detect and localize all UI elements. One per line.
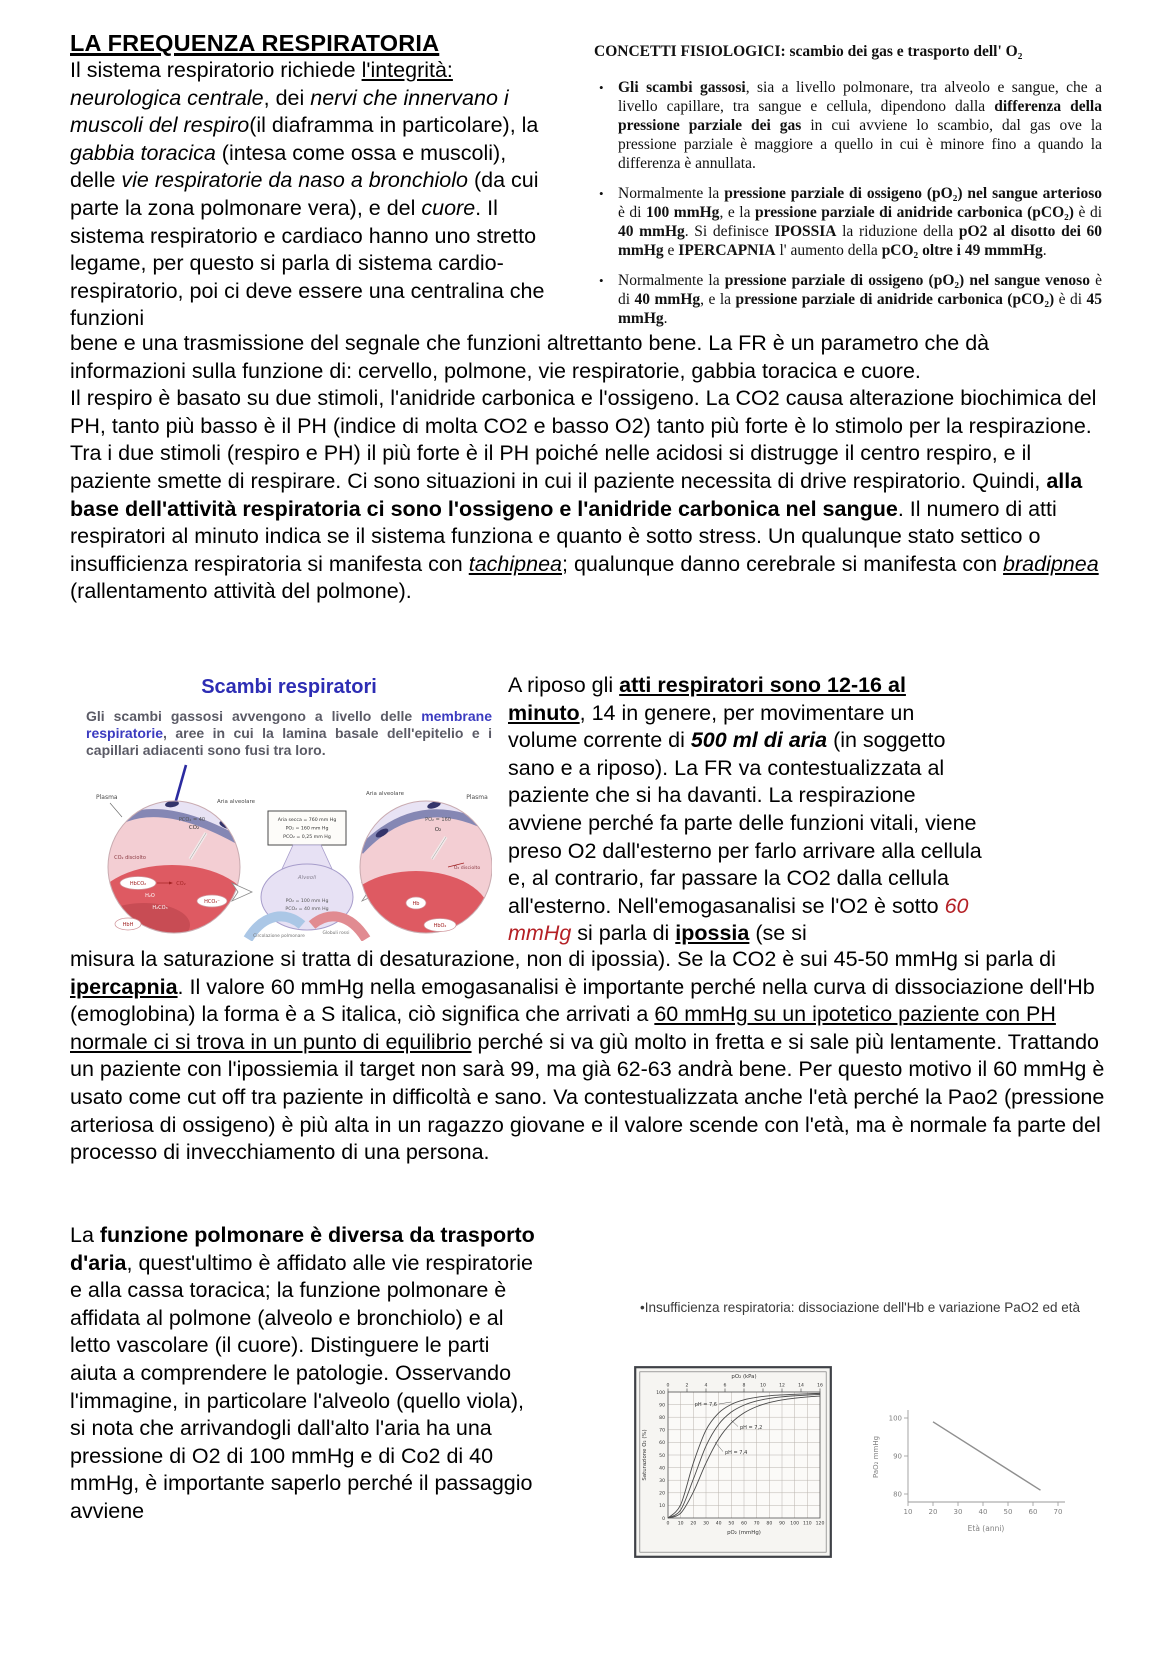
h2co3-label: H₂CO₃ [152, 905, 168, 911]
svg-text:2: 2 [685, 1383, 689, 1389]
main-paragraphs [70, 330, 1110, 606]
svg-text:pH = 7,2: pH = 7,2 [740, 1425, 763, 1431]
svg-text:16: 16 [817, 1383, 823, 1389]
svg-text:100: 100 [790, 1521, 800, 1527]
svg-text:30: 30 [953, 1508, 963, 1516]
concetti-heading: CONCETTI FISIOLOGICI: scambio dei gas e trasporto dell' O₂ [594, 43, 1023, 60]
co2-membrane-label: CO₂ [188, 825, 200, 831]
svg-text:60: 60 [741, 1521, 747, 1527]
mid-right-paragraph: A riposo gli atti respiratori sono 12-16 al minuto, 14 in genere, per movimentare un volume corrente di 500 ml di aria (in soggetto sano e a riposo). La FR va contestualizzata al paziente che si ha davanti. La respirazione avviene perché fa parte delle funzioni vitali, viene preso O2 dall'esterno per farlo arrivare alla cellula e, al contrario, far passare la CO2 dalla cellula all'esterno. Nell'emogasanalisi se l'O2 è sotto 60 mmHg si parla di ipossia (se si [508, 673, 982, 946]
svg-text:60: 60 [659, 1441, 665, 1447]
infobox-line-2: PO₂ = 160 mm Hg [285, 826, 329, 832]
o2-disciolto-label: O₂ disciolto [453, 866, 481, 871]
svg-text:90: 90 [779, 1521, 785, 1527]
svg-text:PaO₂ mmHg: PaO₂ mmHg [872, 1435, 880, 1479]
svg-text:10: 10 [677, 1521, 684, 1527]
svg-text:60: 60 [1028, 1508, 1038, 1516]
svg-text:pO₂ (mmHg): pO₂ (mmHg) [727, 1530, 761, 1536]
bullet-icon: • [599, 80, 604, 95]
svg-text:70: 70 [659, 1428, 665, 1434]
pco2-40-label: PCO₂ = 40 [178, 817, 206, 823]
paragraph-respiro: Il respiro è basato su due stimoli, l'anidride carbonica e l'ossigeno. La CO2 causa alterazione biochimica del PH, tanto più basso è il PH (indice di molta CO2 e basso O2) tanto più forte è lo stimolo per la respirazione. Tra i due stimoli (respiro e PH) il più forte è il PH poiché nelle acidosi si distrugge il centro respiro, e il paziente smette di respirare. Ci sono situazioni in cui il paziente necessita di drive respiratorio. Quindi, alla base dell'attività respiratoria ci sono l'ossigeno e l'anidride carbonica nel sangue. Il numero di atti respiratori al minuto indica se il sistema funziona e quanto è sotto stress. Un qualunque stato settico o insufficienza respiratoria si manifesta con tachipnea; qualunque danno cerebrale si manifesta con bradipnea (rallentamento attività del polmone). [70, 386, 1099, 604]
hbh-label: HbH [122, 922, 134, 928]
scambi-figure [86, 676, 492, 941]
pco2-40c-label: PCO₂ = 40 mm Hg [285, 907, 329, 912]
aria-alveolare-left-label: Aria alveolare [217, 799, 255, 805]
alveoli-label: Alveoli [297, 875, 317, 881]
hbco2-label: HbCO₂ [129, 881, 147, 887]
svg-text:40: 40 [978, 1508, 988, 1516]
svg-text:20: 20 [690, 1521, 697, 1527]
paragraph-fr: bene e una trasmissione del segnale che funzioni altrettanto bene. La FR è un parametro che dà informazioni sulla funzione di: cervello, polmone, vie respiratorie, gabbia toracica e cuore. [70, 331, 990, 383]
capillary-cell-right [342, 771, 492, 941]
co2-small-label: CO₂ [176, 881, 186, 887]
svg-text:80: 80 [659, 1416, 665, 1421]
svg-text:40: 40 [715, 1521, 722, 1527]
scambi-figure-caption: Gli scambi gassosi avvengono a livello delle membrane respiratorie, aree in cui la lamina basale dell'epitelio e i capillari adiacenti sono fusi tra loro. [86, 708, 492, 758]
alveolus-center [232, 811, 382, 939]
svg-text:70: 70 [753, 1521, 760, 1527]
svg-text:30: 30 [659, 1479, 665, 1484]
concetti-bullet-2-text: Normalmente la pressione parziale di ossigeno (pO₂) nel sangue arterioso è di 100 mmHg, e la pressione parziale di anidride carbonica (pCO₂) è di 40 mmHg. Si definisce IPOSSIA la riduzione della pO2 al disotto dei 60 mmHg e IPERCAPNIA l' aumento della pCO₂ oltre i 49 mmmHg. [618, 185, 1103, 259]
svg-text:0: 0 [666, 1521, 670, 1527]
concetti-bullet-1-text: Gli scambi gassosi, sia a livello polmonare, tra alveolo e sangue, che a livello capillare, tra sangue e cellula, dipendono dalla differenza della pressione parziale dei gas in cui avviene lo scambio, dal gas ove la pressione parziale è maggiore a quello in cui è minore fino a quando la differenza è annullata. [618, 79, 1102, 172]
capillary-cell-left [92, 771, 256, 941]
concetti-bullet-1 [594, 78, 1102, 173]
svg-text:0: 0 [666, 1383, 670, 1389]
plasma-right-label: Plasma [466, 794, 488, 801]
concetti-box [594, 42, 1102, 328]
o2-membrane-label: O₂ [434, 827, 442, 833]
infobox-line-1: Aria secca = 760 mm Hg [277, 818, 337, 823]
svg-text:100: 100 [656, 1390, 665, 1396]
svg-text:70: 70 [1053, 1508, 1063, 1516]
svg-text:50: 50 [1003, 1508, 1013, 1516]
svg-text:10: 10 [659, 1504, 665, 1510]
svg-text:12: 12 [779, 1383, 785, 1389]
scambi-figure-title: Scambi respiratori [201, 676, 377, 698]
svg-text:90: 90 [893, 1452, 902, 1461]
alveoli-diagram [86, 763, 492, 941]
svg-text:110: 110 [802, 1521, 812, 1527]
svg-text:10: 10 [760, 1383, 766, 1389]
svg-text:50: 50 [728, 1521, 735, 1527]
hco3-label: HCO₃⁻ [204, 899, 220, 905]
svg-text:80: 80 [893, 1490, 902, 1499]
h2o-label: H₂O [145, 893, 155, 899]
figures-caption: •Insufficienza respiratoria: dissociazione dell'Hb e variazione PaO2 ed età [640, 1300, 1081, 1315]
concetti-bullet-3-text: Normalmente la pressione parziale di ossigeno (pO₂) nel sangue venoso è di 40 mmHg, e la pressione parziale di anidride carbonica (pCO₂) è di 45 mmHg. [618, 272, 1103, 327]
svg-text:80: 80 [766, 1521, 773, 1527]
svg-text:4: 4 [704, 1383, 708, 1389]
svg-text:pO₂ (kPa): pO₂ (kPa) [731, 1374, 757, 1380]
svg-text:pH = 7,4: pH = 7,4 [725, 1450, 748, 1456]
globuli-label: Globuli rossi [322, 931, 350, 936]
po2-160-label: PO₂ = 160 [425, 817, 451, 823]
svg-text:120: 120 [815, 1521, 825, 1527]
svg-text:100: 100 [888, 1414, 902, 1423]
po2-100-label: PO₂ = 100 mm Hg [285, 899, 329, 904]
intro-column [70, 30, 548, 333]
bullet-icon: • [599, 186, 604, 201]
page-title: LA FREQUENZA RESPIRATORIA [70, 30, 440, 56]
paragraph-ipercapnia: misura la saturazione si tratta di desaturazione, non di ipossia). Se la CO2 è sui 45-50 mmHg si parla di ipercapnia. Il valore 60 mmHg nella emogasanalisi è importante perché nella curva di dissociazione dell'Hb (emoglobina) la forma è a S italica, ciò significa che arrivati a 60 mmHg su un ipotetico paziente con PH normale ci si trova in un punto di equilibrio perché si va giù molto in fretta e si sale più lentamente. Trattando un paziente con l'ipossiemia il target non sarà 99, ma già 62-63 andrà bene. Per questo motivo il 60 mmHg è usato come cut off tra paziente in difficoltà e sano. Va contestualizzata anche l'età perché la Pao2 (pressione arteriosa di ossigeno) è più alta in un ragazzo giovane e il valore scende con l'età, ma è normale fa parte del processo di invecchiamento di una persona. [70, 947, 1105, 1165]
svg-text:pH = 7,6: pH = 7,6 [694, 1402, 717, 1408]
svg-text:20: 20 [928, 1508, 938, 1516]
concetti-bullet-3 [594, 271, 1102, 328]
svg-text:30: 30 [703, 1521, 709, 1527]
svg-text:40: 40 [659, 1466, 665, 1472]
bullet-icon: • [599, 273, 604, 288]
svg-text:10: 10 [903, 1508, 913, 1516]
svg-text:8: 8 [742, 1383, 746, 1389]
aria-alveolare-right-label: Aria alveolare [366, 791, 404, 797]
plasma-left-label: Plasma [96, 794, 118, 801]
svg-text:Età (anni): Età (anni) [967, 1524, 1005, 1533]
hbo2-label: HbO₂ [433, 923, 447, 929]
pao2-age-chart [860, 1380, 1078, 1548]
co2-disciolto-label: CO₂ disciolto [114, 855, 146, 861]
svg-text:50: 50 [659, 1453, 665, 1459]
svg-text:90: 90 [659, 1403, 665, 1409]
hb-label: Hb [412, 901, 420, 907]
hb-dissociation-chart [634, 1366, 832, 1558]
svg-text:20: 20 [659, 1491, 665, 1497]
paragraph-funzione-polmonare: La funzione polmonare è diversa da trasporto d'aria, quest'ultimo è affidato alle vie respiratorie e alla cassa toracica; la funzione polmonare è affidata al polmone (alveolo e bronchiolo) e al letto vascolare (il cuore). Distinguere le parti aiuta a comprendere le patologie. Osservando l'immagine, in particolare l'alveolo (quello viola), si nota che arrivandogli dall'alto l'aria ha una pressione di O2 di 100 mmHg e di Co2 di 40 mmHg, è importante saperlo perché il passaggio avviene [70, 1223, 535, 1523]
circolazione-label: Circolazione polmonare [253, 934, 305, 939]
svg-text:6: 6 [723, 1383, 727, 1389]
pao2-age-line [933, 1422, 1041, 1490]
concetti-bullet-2 [594, 184, 1102, 260]
intro-paragraph: Il sistema respiratorio richiede l'integrità: neurologica centrale, dei nervi che innervano i muscoli del respiro(il diaframma in particolare), la gabbia toracica (intesa come ossa e muscoli), delle vie respiratorie da naso a bronchiolo (da cui parte la zona polmonare vera), e del cuore. Il sistema respiratorio e cardiaco hanno uno stretto legame, per questo si parla di sistema cardio-respiratorio, poi ci deve essere una centralina che funzioni [70, 58, 545, 331]
svg-text:14: 14 [798, 1383, 804, 1389]
infobox-line-3: PCO₂ = 0,25 mm Hg [283, 835, 331, 840]
svg-text:Saturazione O₂ (%): Saturazione O₂ (%) [642, 1429, 648, 1481]
svg-text:0: 0 [662, 1516, 665, 1522]
